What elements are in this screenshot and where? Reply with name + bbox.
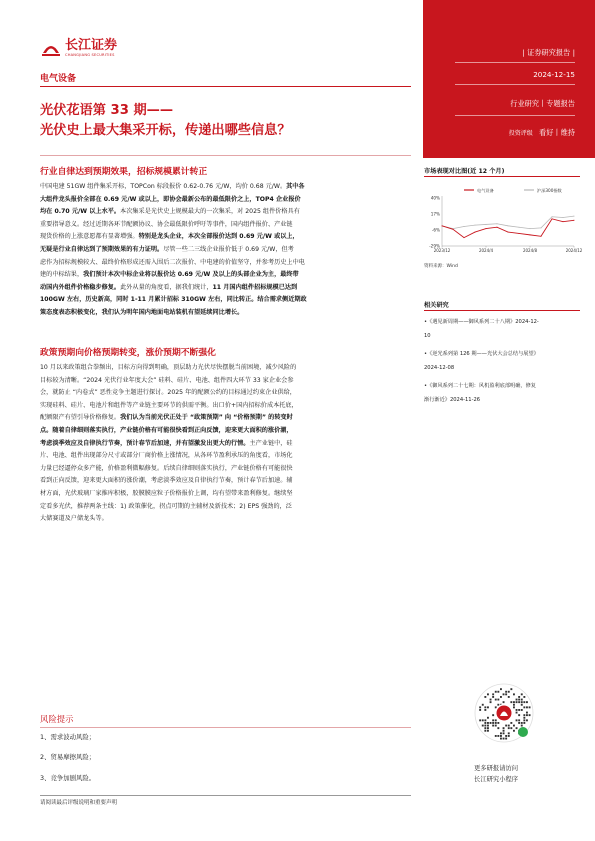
qr-caption-2: 长江研究小程序 [474, 776, 519, 783]
bold-text: 100GW 左右，历史新高，同时 1-11 月累计招标 310GW 左右，同比转正。结合需求侧近期政 [40, 296, 307, 304]
qr-module [513, 706, 515, 708]
qr-module [523, 714, 525, 716]
report-date: 2024-12-15 [533, 70, 575, 79]
body-text: 力量已经逼停众多产能，价格盈利微幅修复。后续自律细则落实执行，产业链价格有可能很快 [40, 464, 293, 472]
section-body-1 [40, 181, 411, 320]
data-point [552, 218, 553, 219]
qr-module [505, 735, 507, 737]
bold-text: 策态度表态积极变化，我们认为明年国内地面电站装机有望延续同比增长。 [40, 308, 244, 316]
qr-module [495, 706, 497, 708]
body-line [40, 513, 411, 526]
qr-module [521, 699, 523, 701]
qr-module [508, 735, 510, 737]
logo-subtext: CHANGJIANG SECURITIES [65, 53, 115, 57]
qr-module [513, 701, 515, 703]
x-tick-label: 2024/12 [565, 248, 583, 253]
qr-module [503, 738, 505, 740]
data-point [574, 220, 575, 221]
body-text: 会，就防止 “内卷式” 恶性竞争主题进行探讨。2025 年的配额公约的目标通过约束企业供给， [40, 389, 296, 397]
body-line [40, 307, 411, 320]
legend-label: 电气设备 [477, 188, 494, 193]
bold-text: 无疑是行业自律达到了预期效果的有力证明。 [40, 245, 164, 253]
body-line [40, 282, 411, 295]
footer-disclaimer: 请阅读最后评级说明和重要声明 [40, 800, 118, 806]
body-line [40, 501, 411, 514]
rating-value: 看好丨维持 [539, 128, 575, 137]
body-line [40, 257, 411, 270]
data-point [530, 228, 531, 229]
rating-row [509, 128, 575, 138]
related-item-3[interactable] [424, 380, 580, 407]
body-line [40, 450, 411, 463]
qr-module [497, 735, 499, 737]
qr-module [497, 722, 499, 724]
y-tick-label: 40% [430, 195, 440, 201]
bold-text: 均在 0.70 元/W 以上水平。 [40, 208, 121, 216]
qr-module [516, 712, 518, 714]
qr-module [492, 725, 494, 727]
qr-module [523, 722, 525, 724]
body-text: 尽管一些二三线企业报价低于 0.69 元/W，但考 [163, 245, 294, 253]
risk-item: 3、竞争加剧风险。 [40, 774, 96, 782]
qr-module [500, 735, 502, 737]
qr-module [521, 704, 523, 706]
qr-module [516, 727, 518, 729]
qr-module [500, 688, 502, 690]
logo-icon [40, 38, 62, 58]
divider [424, 176, 580, 177]
body-text: 大储赛道及户储龙头等。 [40, 515, 108, 523]
body-line [40, 294, 411, 307]
qr-module [492, 722, 494, 724]
bold-text: 我们预计本次中标企业将以报价达 0.69 元/W 及以上的头部企业为主，最终带 [83, 271, 299, 279]
qr-module [487, 730, 489, 732]
qr-module [495, 699, 497, 701]
body-line [40, 375, 411, 388]
related-item-date: 10 [424, 332, 431, 339]
section-heading-2: 政策预期向价格预期转变，涨价预期不断强化 [40, 348, 216, 358]
y-tick-label: 17% [430, 211, 440, 217]
qr-module [495, 735, 497, 737]
body-text: 本次集采是光伏史上规模最大的一次集采，对 2025 组件价格具有 [120, 208, 300, 216]
divider [455, 115, 575, 116]
data-point [442, 225, 443, 226]
header-panel [423, 0, 595, 158]
qr-module [484, 709, 486, 711]
qr-module [484, 696, 486, 698]
body-line [40, 206, 411, 219]
data-point [519, 233, 520, 234]
qr-module [523, 696, 525, 698]
data-point [508, 225, 509, 226]
divider [40, 86, 411, 87]
x-tick-label: 2023/12 [433, 248, 451, 253]
qr-module [482, 704, 484, 706]
body-line [40, 387, 411, 400]
body-line [40, 400, 411, 413]
qr-caption-1: 更多研报请访问 [474, 765, 519, 772]
section-heading-1: 行业自律达到预期效果，招标规模累计转正 [40, 167, 208, 177]
data-point [519, 227, 520, 228]
data-point [464, 226, 465, 227]
qr-module [516, 701, 518, 703]
qr-module [490, 701, 492, 703]
qr-module [516, 699, 518, 701]
page-title-line1: 光伏花语第 33 期—— [40, 103, 174, 118]
qr-module [505, 691, 507, 693]
body-text: 目标较为清晰。“2024 光伏行业年度大会” 硅料、硅片、电池、组件四大环节 33 家企业会参 [40, 376, 294, 384]
related-item-date: 渐行渐近》2024-11-26 [424, 396, 481, 403]
body-text: 中国电建 51GW 组件集采开标，TOPCon 标段报价 0.62-0.76 元/W，均价 0.68 元/W。 [40, 183, 287, 190]
body-text: 定看多光伏，推荐两条主线：1) 政策催化，拐点可期的主辅材及新技术；2) EPS 强劲的，泛 [40, 502, 292, 510]
y-tick-label: -6% [431, 227, 440, 233]
qr-module [490, 699, 492, 701]
related-item-title: •《逆光系列第 126 期——光伏大会总结与展望》 [424, 351, 539, 357]
risk-heading: 风险提示 [40, 714, 74, 724]
qr-module [508, 727, 510, 729]
body-line [40, 362, 411, 375]
qr-module [510, 727, 512, 729]
report-category: 行业研究丨专题报告 [510, 99, 575, 108]
data-point [541, 236, 542, 237]
qr-module [508, 732, 510, 734]
qr-module [526, 701, 528, 703]
body-line [40, 181, 411, 194]
qr-module [521, 693, 523, 695]
qr-module [487, 693, 489, 695]
data-point [475, 232, 476, 233]
qr-module [505, 738, 507, 740]
body-text: 片、电池、组件出现部分尺寸或部分厂商价格上涨情况，从各环节盈利承压的角度看，市场化 [40, 452, 293, 460]
qr-module [500, 732, 502, 734]
qr-module [529, 706, 531, 708]
qr-module [484, 727, 486, 729]
body-line [40, 475, 411, 488]
section-body-2 [40, 362, 411, 526]
bold-text: 考虑淡季效应及自律执行节奏，预计春节后加速，并有望激发出更大的行情。 [40, 439, 250, 447]
body-line [40, 269, 411, 282]
qr-module [521, 722, 523, 724]
divider [455, 84, 575, 85]
page-title-line2: 光伏史上最大集采开标，传递出哪些信息？ [40, 123, 291, 138]
body-line [40, 463, 411, 476]
qr-module [513, 693, 515, 695]
series-line-sector [442, 219, 574, 238]
qr-code[interactable] [474, 683, 534, 743]
bold-text: 11 月国内组件招标规模已达到 [212, 283, 298, 291]
qr-module [492, 714, 494, 716]
body-line [40, 231, 411, 244]
qr-module [492, 719, 494, 721]
related-heading: 相关研究 [424, 302, 449, 309]
body-line [40, 425, 411, 438]
qr-module [482, 719, 484, 721]
qr-module [518, 701, 520, 703]
body-line [40, 488, 411, 501]
qr-module [526, 714, 528, 716]
qr-module [490, 722, 492, 724]
qr-module [487, 717, 489, 719]
related-item-title: •《遇见新周期——御风系列二十八期》2024-12- [424, 319, 539, 325]
qr-module [526, 712, 528, 714]
qr-module [513, 704, 515, 706]
qr-module [523, 719, 525, 721]
qr-module [518, 714, 520, 716]
body-line [40, 219, 411, 232]
qr-module [503, 693, 505, 695]
qr-module [484, 725, 486, 727]
qr-module [479, 719, 481, 721]
qr-module [497, 727, 499, 729]
qr-module [516, 719, 518, 721]
y-tick-label: -29% [429, 243, 440, 249]
qr-module [492, 696, 494, 698]
body-text: 虑作为招标规模较大、最终价格形成还需入围后二次报价、中电建的价值坚守，并参考历史上中电 [40, 258, 305, 266]
qr-module [484, 722, 486, 724]
data-point [497, 223, 498, 224]
market-performance-chart [424, 180, 583, 260]
bold-text: 特别是龙头企业，本次全部报价达到 0.69 元/W 或以上， [138, 233, 299, 241]
footer-divider [40, 795, 411, 796]
qr-module [497, 704, 499, 706]
divider [40, 727, 411, 728]
qr-module [518, 696, 520, 698]
qr-module [518, 709, 520, 711]
qr-module [526, 706, 528, 708]
qr-module [479, 706, 481, 708]
qr-module [516, 709, 518, 711]
qr-module [500, 738, 502, 740]
related-item-2[interactable] [424, 348, 580, 375]
report-type: | 证券研究报告 | [522, 48, 575, 57]
qr-module [484, 719, 486, 721]
divider [455, 62, 575, 63]
qr-module [508, 696, 510, 698]
x-tick-label: 2024/8 [522, 248, 538, 253]
data-point [541, 227, 542, 228]
data-point [464, 237, 465, 238]
related-item-1[interactable] [424, 316, 580, 343]
qr-module [503, 727, 505, 729]
body-line [40, 194, 411, 207]
qr-module [523, 701, 525, 703]
divider [424, 310, 580, 311]
body-text: 看到正向反馈，迎来更大面积的涨价潮，考虑淡季效应及自律执行节奏，预计春节后加速。辅 [40, 477, 293, 485]
bold-text: 我们认为当前光伏正处于 “政策预期” 向 “价格预期” 的转变时 [120, 414, 293, 422]
qr-module [495, 691, 497, 693]
rating-label: 投资评级 [508, 130, 533, 137]
data-point [563, 221, 564, 222]
body-text: 材方面，光伏玻璃厂家推库积极，胶膜膜应粒子价格报价上调，均有望带来盈利修复。继续坚 [40, 489, 293, 497]
bold-text: 点。随着自律细则落实执行，产业链价格有可能很快看到正向反馈，迎来更大面积的涨价潮， [40, 426, 293, 434]
qr-module [495, 722, 497, 724]
chart-title: 市场表现对比图(近 12 个月) [424, 168, 505, 175]
data-point [486, 228, 487, 229]
chart-source: 资料来源：Wind [424, 264, 458, 269]
qr-module [521, 709, 523, 711]
body-text: 实现硅料、硅片、电池片和组件等产业链主要环节的供需平衡。出口价+国内招标价成本托底， [40, 401, 298, 409]
bold-text: 动国内外组件价格稳步修复。 [40, 283, 121, 291]
qr-module [487, 722, 489, 724]
qr-module [505, 693, 507, 695]
qr-module [508, 691, 510, 693]
qr-module [523, 717, 525, 719]
risk-item: 1、需求波动风险； [40, 733, 96, 741]
qr-module [518, 719, 520, 721]
series-line-index [442, 216, 574, 229]
body-text: 此外从量的角度看，据我们统计， [120, 283, 213, 291]
body-text: 10 月以来政策组合拳频出，目标方向得到明确，顶层助力光伏尽快摆脱当前困境，减少风险的 [40, 364, 297, 371]
legend-label: 沪深300指数 [537, 188, 562, 193]
related-item-title: •《御风系列二十七期：风机盈利底部明确，修复 [424, 383, 536, 389]
related-item-date: 2024-12-08 [424, 364, 455, 371]
qr-module [484, 730, 486, 732]
qr-module [503, 701, 505, 703]
divider [40, 155, 411, 156]
qr-module [510, 688, 512, 690]
data-point [530, 234, 531, 235]
qr-module [510, 722, 512, 724]
body-text: 主产业链中，硅 [249, 439, 293, 447]
qr-module [500, 696, 502, 698]
body-text: 现货价格的上涨意愿都有显著增强。 [40, 233, 139, 241]
body-line [40, 412, 411, 425]
qr-module [487, 706, 489, 708]
company-logo [40, 38, 117, 58]
sector-label: 电气设备 [40, 74, 77, 84]
data-point [563, 217, 564, 218]
body-line [40, 244, 411, 257]
body-text: 重要指导意义。经过近期各环节配额协议、协会最低限价呼吁等事件，国内组件报价、产业链 [40, 220, 293, 228]
data-point [552, 216, 553, 217]
qr-module [523, 706, 525, 708]
qr-module [497, 691, 499, 693]
qr-module [495, 725, 497, 727]
data-point [453, 229, 454, 230]
qr-module [513, 730, 515, 732]
body-line [40, 438, 411, 451]
qr-module [518, 699, 520, 701]
bold-text: 其中各 [286, 183, 305, 190]
qr-module [526, 719, 528, 721]
qr-module [503, 732, 505, 734]
data-point [574, 216, 575, 217]
qr-module [518, 722, 520, 724]
qr-module [508, 725, 510, 727]
risk-item: 2、贸易摩擦风险； [40, 753, 96, 761]
qr-module [495, 719, 497, 721]
body-text: 配额限产有望引导价格修复。 [40, 414, 121, 422]
x-tick-label: 2024/4 [478, 248, 494, 253]
qr-module [492, 693, 494, 695]
qr-module [482, 725, 484, 727]
qr-module [529, 714, 531, 716]
body-text: 建的中标结果， [40, 271, 84, 279]
logo-text: 长江证券 [65, 38, 118, 53]
data-point [508, 232, 509, 233]
qr-module [479, 709, 481, 711]
qr-module [503, 730, 505, 732]
qr-module [484, 706, 486, 708]
qr-module [510, 701, 512, 703]
qr-module [497, 699, 499, 701]
data-point [497, 227, 498, 228]
qr-module [487, 725, 489, 727]
qr-module [513, 725, 515, 727]
data-point [475, 225, 476, 226]
qr-module [521, 725, 523, 727]
data-point [486, 224, 487, 225]
qr-module [487, 727, 489, 729]
qr-module [521, 701, 523, 703]
bold-text: 大组件龙头报价全部在 0.69 元/W 或以上，即协会最新公布的最低限价之上，TOP4 企业报价 [40, 195, 301, 203]
qr-module [505, 725, 507, 727]
